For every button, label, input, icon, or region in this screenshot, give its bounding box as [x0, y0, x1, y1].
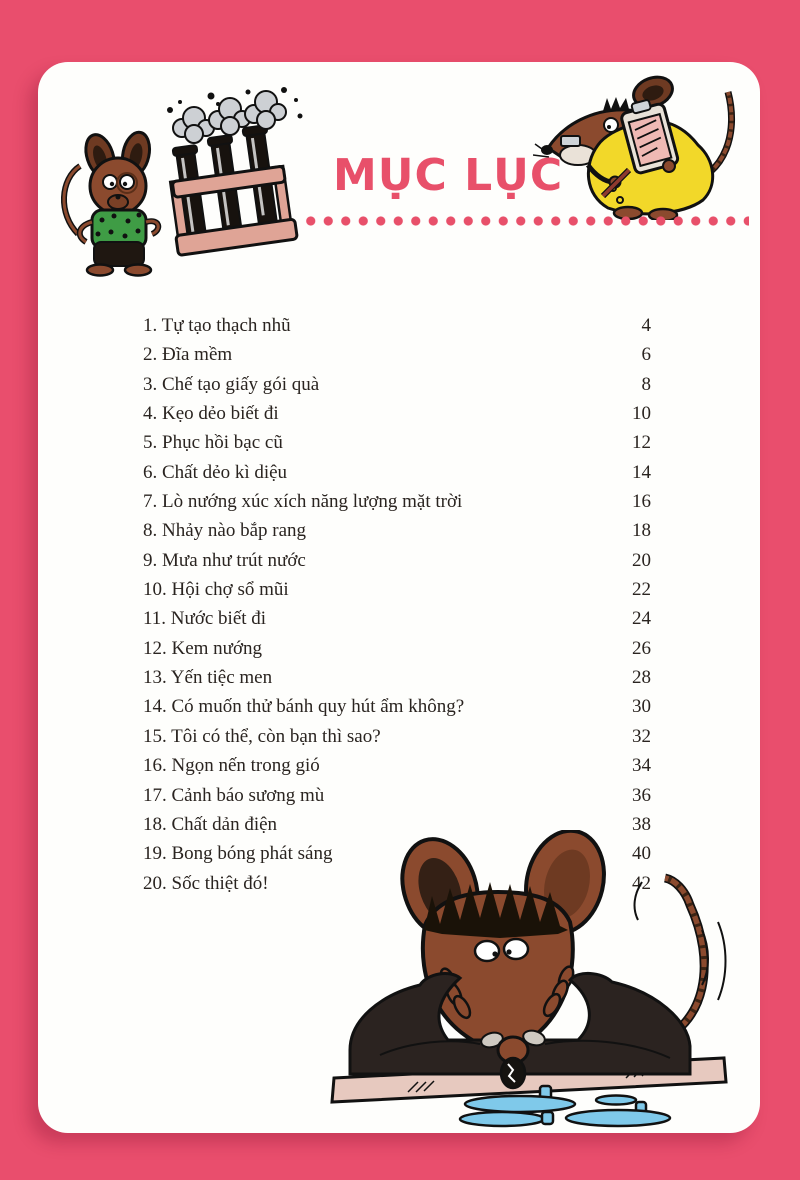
- toc-row: [143, 546, 651, 575]
- toc-entry-label: 13. Yến tiệc men: [143, 667, 273, 689]
- toc-entry-label: 10. Hội chợ sổ mũi: [143, 579, 289, 601]
- toc-entry-page: 6: [641, 344, 651, 366]
- toc-entry-label: 5. Phục hồi bạc cũ: [143, 432, 283, 454]
- nose-icon: [501, 1058, 525, 1088]
- toc-entry-label: 1. Tự tạo thạch nhũ: [143, 315, 291, 336]
- toc-entry-page: 40: [632, 843, 651, 865]
- toc-entry-page: 30: [632, 696, 651, 718]
- toc-entry-label: 20. Sốc thiệt đó!: [143, 872, 269, 894]
- toc-entry-page: 14: [632, 461, 651, 483]
- toc-entry-page: 32: [632, 725, 651, 747]
- toc-entry-page: 34: [632, 755, 651, 777]
- toc-entry-page: 4: [641, 315, 651, 336]
- mouse-test-tubes-illustration: [48, 84, 313, 284]
- toc-entry-label: 4. Kẹo dẻo biết đi: [143, 403, 279, 425]
- toc-entry-page: 24: [632, 608, 651, 630]
- toc-entry-page: 36: [632, 784, 651, 806]
- toc-list: [143, 311, 651, 898]
- toc-row: [143, 370, 651, 399]
- toc-row: [143, 634, 651, 663]
- toc-row: [143, 311, 651, 340]
- toc-entry-page: 16: [632, 491, 651, 513]
- toc-entry-label: 2. Đĩa mềm: [143, 344, 233, 366]
- toc-row: [143, 516, 651, 545]
- green-shirt-mouse-icon: [64, 130, 158, 276]
- toc-row: [143, 487, 651, 516]
- smoke-icon: [173, 91, 286, 143]
- book-page: [38, 62, 760, 1133]
- hair-spikes-icon: [603, 97, 629, 111]
- toc-row: [143, 722, 651, 751]
- toc-entry-label: 16. Ngọn nến trong gió: [143, 755, 320, 777]
- toc-row: [143, 604, 651, 633]
- toc-entry-label: 8. Nhảy nào bắp rang: [143, 520, 307, 542]
- toc-entry-label: 7. Lò nướng xúc xích năng lượng mặt trời: [143, 491, 463, 513]
- toc-row: [143, 781, 651, 810]
- toc-entry-page: 42: [632, 872, 651, 894]
- toc-entry-label: 18. Chất dản điện: [143, 813, 278, 835]
- toc-entry-page: 8: [641, 373, 651, 395]
- toc-row: [143, 663, 651, 692]
- dotted-divider: [300, 216, 749, 226]
- toc-entry-label: 3. Chế tạo giấy gói quà: [143, 373, 320, 395]
- toc-entry-label: 19. Bong bóng phát sáng: [143, 843, 333, 865]
- toc-row: [143, 340, 651, 369]
- toc-entry-page: 22: [632, 579, 651, 601]
- toc-entry-label: 15. Tôi có thể, còn bạn thì sao?: [143, 725, 381, 747]
- toc-entry-page: 10: [632, 403, 651, 425]
- toc-row: [143, 399, 651, 428]
- toc-entry-page: 20: [632, 549, 651, 571]
- toc-row: [143, 458, 651, 487]
- glasses-icon: [561, 136, 580, 146]
- toc-entry-label: 14. Có muốn thử bánh quy hút ẩm không?: [143, 696, 465, 718]
- toc-entry-page: 26: [632, 637, 651, 659]
- toc-entry-label: 17. Cảnh báo sương mù: [143, 784, 325, 806]
- toc-row: [143, 751, 651, 780]
- toc-entry-page: 28: [632, 667, 651, 689]
- toc-row: [143, 575, 651, 604]
- toc-entry-label: 9. Mưa như trút nước: [143, 549, 306, 571]
- scribe-mouse-illustration: [533, 70, 753, 220]
- page-title: MỤC LỤC: [333, 150, 564, 201]
- pondering-mouse-illustration: [320, 830, 745, 1130]
- toc-entry-label: 12. Kem nướng: [143, 637, 263, 659]
- test-tube-rack-icon: [162, 123, 297, 256]
- toc-entry-label: 6. Chất dẻo kì diệu: [143, 461, 288, 483]
- toc-entry-page: 18: [632, 520, 651, 542]
- toc-entry-page: 38: [632, 813, 651, 835]
- toc-entry-page: 12: [632, 432, 651, 454]
- toc-row: [143, 428, 651, 457]
- toc-entry-label: 11. Nước biết đi: [143, 608, 267, 630]
- toc-row: [143, 692, 651, 721]
